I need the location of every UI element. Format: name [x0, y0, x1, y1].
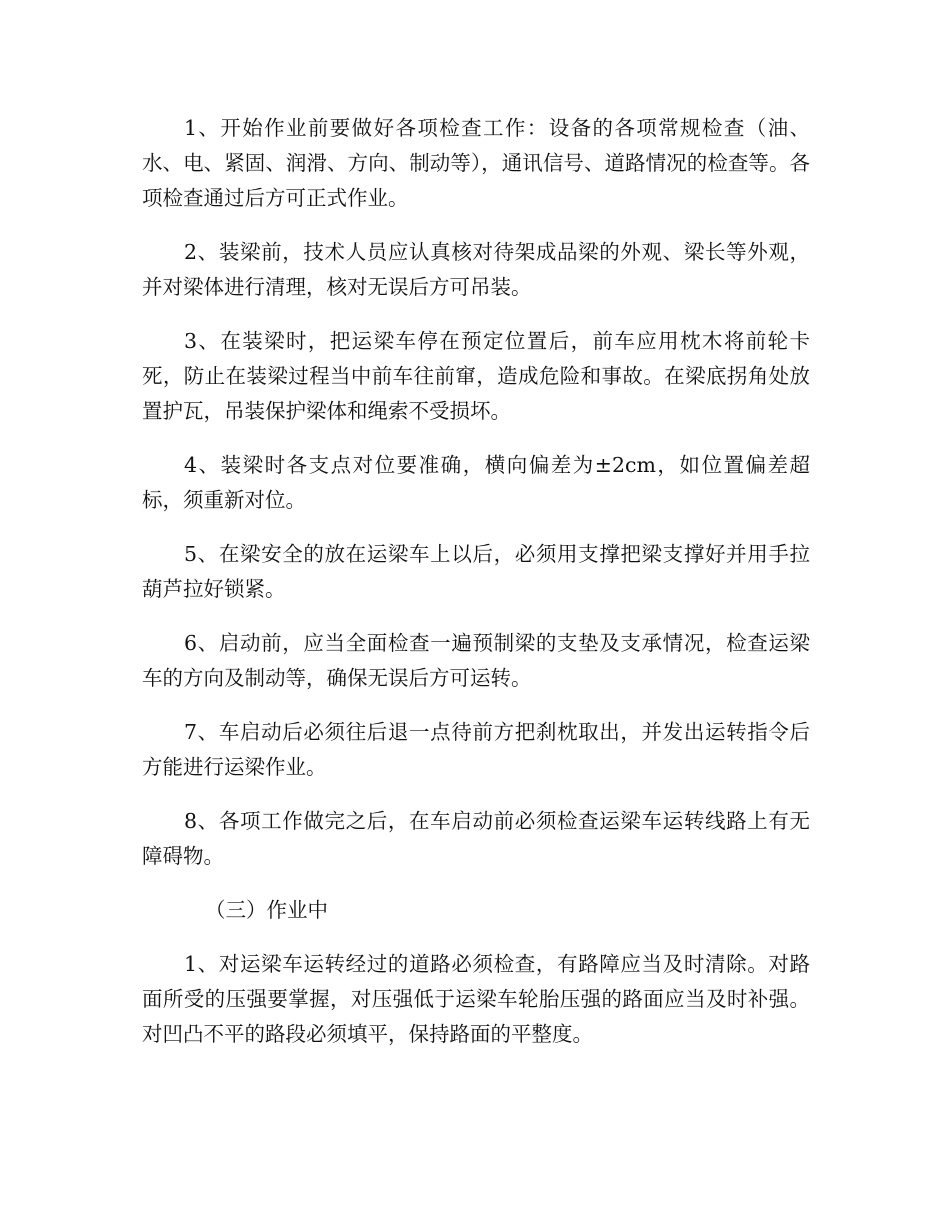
paragraph-2: 2、装梁前，技术人员应认真核对待架成品梁的外观、梁长等外观，并对梁体进行清理，核对无误后方可吊装。	[142, 240, 810, 299]
paragraph-6: 6、启动前，应当全面检查一遍预制梁的支垫及支承情况，检查运梁车的方向及制动等，确保无误后方可运转。	[142, 631, 810, 690]
section-heading: （三）作业中	[205, 898, 328, 922]
paragraph-3: 3、在装梁时，把运梁车停在预定位置后，前车应用枕木将前轮卡死，防止在装梁过程当中前车往前窜，造成危险和事故。在梁底拐角处放置护瓦，吊装保护梁体和绳索不受损坏。	[142, 329, 810, 423]
paragraph-7: 7、车启动后必须往后退一点待前方把刹枕取出，并发出运转指令后方能进行运梁作业。	[142, 720, 810, 779]
document-page	[142, 111, 810, 1071]
section-paragraph-1: 1、对运梁车运转经过的道路必须检查，有路障应当及时清除。对路面所受的压强要掌握，对压强低于运梁车轮胎压强的路面应当及时补强。对凹凸不平的路段必须填平，保持路面的平整度。	[142, 952, 810, 1046]
paragraph-4: 4、装梁时各支点对位要准确，横向偏差为±2cm，如位置偏差超标，须重新对位。	[142, 453, 810, 512]
paragraph-5: 5、在梁安全的放在运梁车上以后，必须用支撑把梁支撑好并用手拉葫芦拉好锁紧。	[142, 542, 810, 601]
paragraph-8: 8、各项工作做完之后，在车启动前必须检查运梁车运转线路上有无障碍物。	[142, 809, 810, 868]
paragraph-1: 1、开始作业前要做好各项检查工作：设备的各项常规检查（油、水、电、紧固、润滑、方向、制动等），通讯信号、道路情况的检查等。各项检查通过后方可正式作业。	[142, 116, 810, 210]
